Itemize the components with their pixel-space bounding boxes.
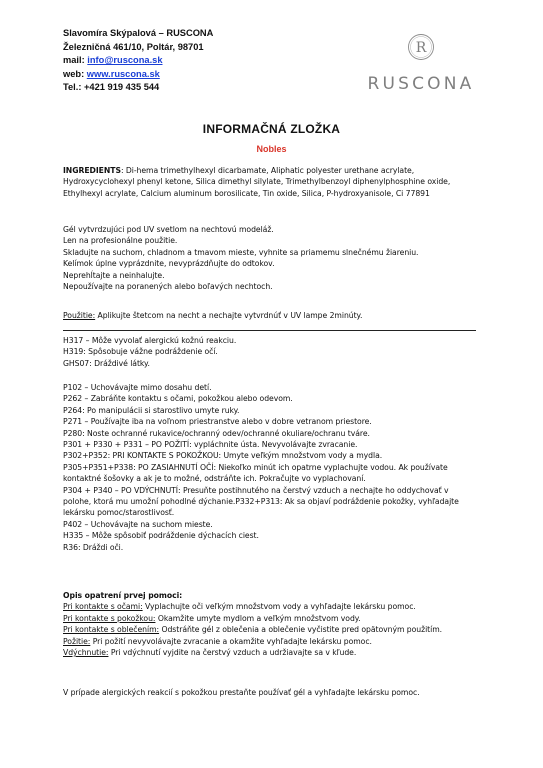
company-name: Slavomíra Skýpalová – RUSCONA (63, 28, 214, 38)
precaution-line: R36: Dráždi oči. (63, 542, 124, 552)
first-aid-label: Pri kontakte s očami: (63, 602, 143, 612)
first-aid-text: Pri požití nevyvolávajte zvracanie a okamžite vyhľadajte lekársku pomoc. (90, 636, 372, 646)
mail-label: mail: (63, 55, 85, 66)
logo-wordmark: RUSCONA (367, 74, 475, 94)
hazard-line: H319: Spôsobuje vážne podráždenie očí. (63, 347, 218, 357)
usage-section (63, 310, 475, 321)
first-aid-text: Pri vdýchnutí vyjdite na čerstvý vzduch a udržiavajte sa v kľude. (108, 648, 357, 658)
first-aid-text: Odstráňte gél z oblečenia a oblečenie vyčistite pred opätovným použitím. (159, 625, 443, 635)
precaution-line: P264: Po manipulácii si starostlivo umyte ruky. (63, 405, 240, 415)
product-name: Nobles (256, 144, 287, 154)
web-label: web: (63, 68, 85, 79)
first-aid-label: Požitie: (63, 636, 91, 646)
first-aid-section (63, 590, 475, 658)
first-aid-item (63, 613, 475, 624)
first-aid-text: Okamžite umyte mydlom a veľkým množstvom vody. (155, 613, 361, 623)
description-line: Gél vytvrdzujúci pod UV svetlom na nechtovú modeláž. (63, 225, 274, 234)
web-row (63, 68, 213, 82)
footer-note: V prípade alergických reakcií s pokožkou prestaňte používať gél a vyhľadajte lekársku pomoc. (63, 688, 420, 697)
footer-note-section (63, 687, 475, 698)
precaution-line: P262 – Zabráňte kontaktu s očami, pokožkou alebo odevom. (63, 394, 293, 404)
description-line: Len na profesionálne použitie. (63, 236, 178, 246)
precaution-line: H335 – Môže spôsobiť podráždenie dýchacích ciest. (63, 531, 259, 541)
first-aid-item (63, 624, 475, 635)
ingredients-section (63, 165, 475, 199)
precaution-line: P102 – Uchovávajte mimo dosahu detí. (63, 383, 212, 392)
precaution-line: P304 + P340 – PO VDÝCHNUTÍ: Presuňte postihnutého na čerstvý vzduch a nechajte ho oddychovať v polohe, ktorá mu umožní pohodlné dýchanie.P332+P313: Ak sa objaví podráždenie pokožky, vyhľadajte lekársku pomoc/starostlivosť. (63, 485, 459, 518)
description-section (63, 224, 475, 292)
hazard-line: H317 – Môže vyvolať alergickú kožnú reakciu. (63, 336, 237, 345)
description-line: Kelímok úplne vyprázdnite, nevyprázdňujte do odtokov. (63, 259, 275, 269)
logo-monogram-letter: R (415, 40, 427, 56)
usage-label: Použitie: (63, 311, 96, 320)
logo-monogram-icon (407, 32, 435, 66)
precautionary-statements (63, 382, 475, 553)
company-header (63, 27, 213, 95)
web-link[interactable]: www.ruscona.sk (86, 68, 160, 79)
ingredients-text: : Di-hema trimethylhexyl dicarbamate, Aliphatic polyester urethane acrylate, Hydroxycyclohexyl phenyl ketone, Silica dimethyl silylate, Trimethylbenzoyl diphenylphosphine oxide, Ethylhexyl acrylate, Calcium aluminum borosilicate, Tin oxide, Silica, P-hydroxyanisole, Ci 77891 (63, 166, 451, 198)
precaution-line: P305+P351+P338: PO ZASIAHNUTÍ OČÍ: Niekoľko minút ich opatrne vyplachujte vodou. Ak používate kontaktné šošovky a ak je to možné, odstráňte ich. Pokračujte vo vyplachovaní. (63, 462, 448, 484)
hazard-line: GHS07: Dráždivé látky. (63, 358, 150, 368)
company-address: Železničná 461/10, Poltár, 98701 (63, 41, 204, 52)
section-divider (63, 330, 476, 331)
first-aid-label: Vdýchnutie: (63, 648, 109, 658)
first-aid-item (63, 636, 475, 647)
document-title: INFORMAČNÁ ZLOŽKA (202, 122, 341, 136)
ruscona-logo (360, 32, 482, 96)
description-line: Neprehĺtajte a neinhalujte. (63, 270, 165, 280)
first-aid-item (63, 601, 475, 612)
ingredients-label: INGREDIENTS (63, 166, 121, 175)
precaution-line: P302+P352: PRI KONTAKTE S POKOŽKOU: Umyte veľkým množstvom vody a mydla. (63, 451, 383, 461)
usage-paragraph (63, 310, 475, 321)
first-aid-text: Vyplachujte oči veľkým množstvom vody a vyhľadajte lekársku pomoc. (142, 602, 416, 612)
phone-number: Tel.: +421 919 435 544 (63, 82, 160, 93)
precaution-line: P271 – Používajte iba na voľnom priestranstve alebo v dobre vetranom priestore. (63, 417, 372, 427)
usage-text: Aplikujte štetcom na necht a nechajte vytvrdnúť v UV lampe 2minúty. (95, 311, 363, 320)
hazard-statements (63, 335, 475, 369)
ingredients-paragraph (63, 165, 475, 199)
description-line: Skladujte na suchom, chladnom a tmavom mieste, vyhnite sa priamemu slnečnému žiareniu. (63, 247, 419, 257)
precaution-line: P301 + P330 + P331 – PO POŽITÍ: vypláchnite ústa. Nevyvolávajte zvracanie. (63, 440, 358, 450)
precaution-line: P402 – Uchovávajte na suchom mieste. (63, 519, 213, 529)
first-aid-label: Pri kontakte s pokožkou: (63, 613, 156, 623)
mail-link[interactable]: info@ruscona.sk (87, 55, 163, 66)
precaution-line: P280: Noste ochranné rukavice/ochranný odev/ochranné okuliare/ochranu tváre. (63, 428, 370, 438)
mail-row (63, 54, 213, 68)
first-aid-heading: Opis opatrení prvej pomoci: (63, 591, 183, 600)
description-line: Nepoužívajte na poranených alebo boľavých nechtoch. (63, 282, 273, 292)
first-aid-label: Pri kontakte s oblečením: (63, 625, 160, 635)
first-aid-item (63, 647, 475, 658)
